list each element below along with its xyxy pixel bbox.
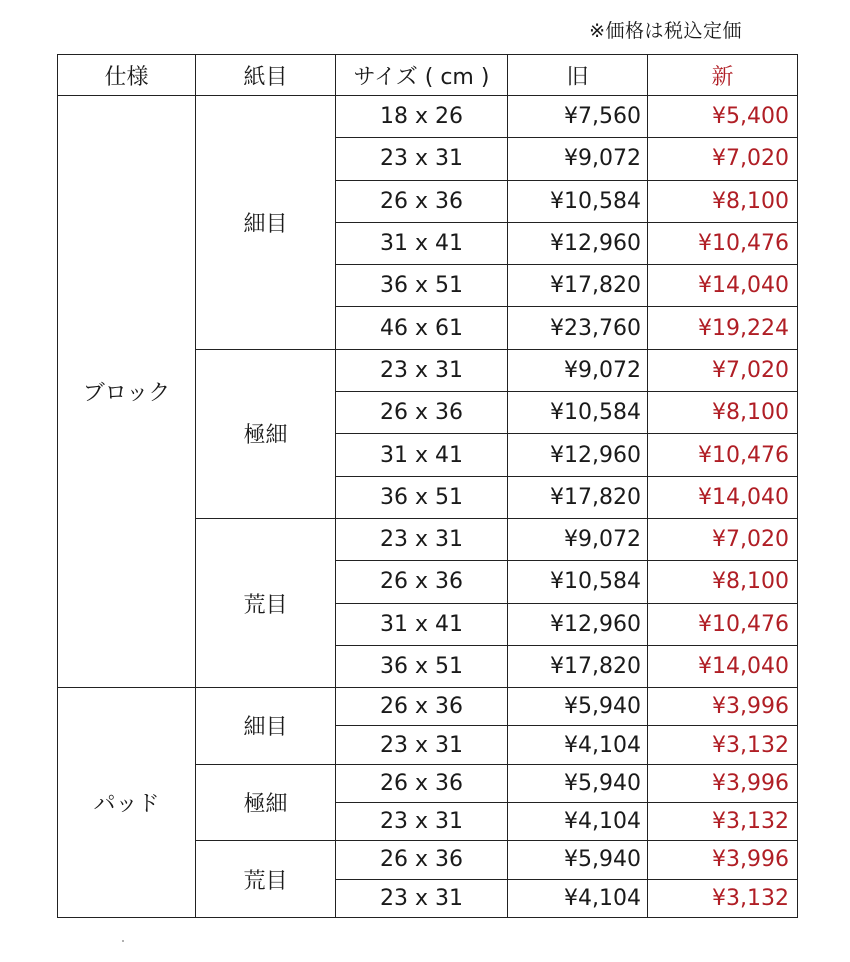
new-price-cell: ¥10,476 xyxy=(648,434,798,476)
size-cell: 23 x 31 xyxy=(336,879,508,917)
header-spec: 仕様 xyxy=(58,55,196,96)
old-price-cell: ¥4,104 xyxy=(508,879,648,917)
header-old-price: 旧 xyxy=(508,55,648,96)
old-price-cell: ¥5,940 xyxy=(508,688,648,726)
new-price-cell: ¥8,100 xyxy=(648,180,798,222)
new-price-cell: ¥3,996 xyxy=(648,764,798,802)
header-new-price: 新 xyxy=(648,55,798,96)
price-table xyxy=(57,54,798,918)
size-cell: 31 x 41 xyxy=(336,603,508,645)
size-cell: 31 x 41 xyxy=(336,222,508,264)
scan-speck xyxy=(122,940,124,942)
new-price-cell: ¥3,132 xyxy=(648,726,798,764)
new-price-cell: ¥5,400 xyxy=(648,96,798,138)
old-price-cell: ¥4,104 xyxy=(508,803,648,841)
new-price-cell: ¥10,476 xyxy=(648,603,798,645)
spec-cell: ブロック xyxy=(58,96,196,688)
old-price-cell: ¥9,072 xyxy=(508,349,648,391)
size-cell: 18 x 26 xyxy=(336,96,508,138)
new-price-cell: ¥14,040 xyxy=(648,476,798,518)
paper-cell: 極細 xyxy=(196,764,336,841)
spec-cell: パッド xyxy=(58,688,196,918)
old-price-cell: ¥23,760 xyxy=(508,307,648,349)
price-table-body xyxy=(58,96,798,918)
old-price-cell: ¥5,940 xyxy=(508,764,648,802)
new-price-cell: ¥14,040 xyxy=(648,265,798,307)
new-price-cell: ¥19,224 xyxy=(648,307,798,349)
size-cell: 26 x 36 xyxy=(336,392,508,434)
size-cell: 31 x 41 xyxy=(336,434,508,476)
old-price-cell: ¥10,584 xyxy=(508,180,648,222)
old-price-cell: ¥7,560 xyxy=(508,96,648,138)
table-row xyxy=(58,96,798,138)
new-price-cell: ¥3,996 xyxy=(648,688,798,726)
old-price-cell: ¥10,584 xyxy=(508,392,648,434)
new-price-cell: ¥8,100 xyxy=(648,392,798,434)
table-row xyxy=(58,688,798,726)
new-price-cell: ¥7,020 xyxy=(648,518,798,560)
old-price-cell: ¥9,072 xyxy=(508,138,648,180)
paper-cell: 細目 xyxy=(196,688,336,765)
size-cell: 23 x 31 xyxy=(336,518,508,560)
size-cell: 23 x 31 xyxy=(336,726,508,764)
old-price-cell: ¥4,104 xyxy=(508,726,648,764)
old-price-cell: ¥17,820 xyxy=(508,265,648,307)
old-price-cell: ¥17,820 xyxy=(508,645,648,687)
size-cell: 23 x 31 xyxy=(336,803,508,841)
new-price-cell: ¥3,996 xyxy=(648,841,798,879)
paper-cell: 極細 xyxy=(196,349,336,518)
size-cell: 36 x 51 xyxy=(336,265,508,307)
size-cell: 36 x 51 xyxy=(336,476,508,518)
size-cell: 26 x 36 xyxy=(336,180,508,222)
old-price-cell: ¥9,072 xyxy=(508,518,648,560)
new-price-cell: ¥3,132 xyxy=(648,803,798,841)
tax-note: ※価格は税込定価 xyxy=(589,20,742,42)
size-cell: 26 x 36 xyxy=(336,764,508,802)
size-cell: 36 x 51 xyxy=(336,645,508,687)
size-cell: 26 x 36 xyxy=(336,688,508,726)
size-cell: 26 x 36 xyxy=(336,561,508,603)
paper-cell: 細目 xyxy=(196,96,336,350)
old-price-cell: ¥5,940 xyxy=(508,841,648,879)
paper-cell: 荒目 xyxy=(196,841,336,918)
new-price-cell: ¥3,132 xyxy=(648,879,798,917)
header-row xyxy=(58,55,798,96)
size-cell: 46 x 61 xyxy=(336,307,508,349)
new-price-cell: ¥8,100 xyxy=(648,561,798,603)
header-size: サイズ ( cm ) xyxy=(336,55,508,96)
old-price-cell: ¥12,960 xyxy=(508,434,648,476)
new-price-cell: ¥7,020 xyxy=(648,349,798,391)
new-price-cell: ¥10,476 xyxy=(648,222,798,264)
new-price-cell: ¥14,040 xyxy=(648,645,798,687)
size-cell: 26 x 36 xyxy=(336,841,508,879)
new-price-cell: ¥7,020 xyxy=(648,138,798,180)
old-price-cell: ¥10,584 xyxy=(508,561,648,603)
old-price-cell: ¥17,820 xyxy=(508,476,648,518)
size-cell: 23 x 31 xyxy=(336,349,508,391)
paper-cell: 荒目 xyxy=(196,518,336,687)
header-paper: 紙目 xyxy=(196,55,336,96)
old-price-cell: ¥12,960 xyxy=(508,603,648,645)
size-cell: 23 x 31 xyxy=(336,138,508,180)
old-price-cell: ¥12,960 xyxy=(508,222,648,264)
